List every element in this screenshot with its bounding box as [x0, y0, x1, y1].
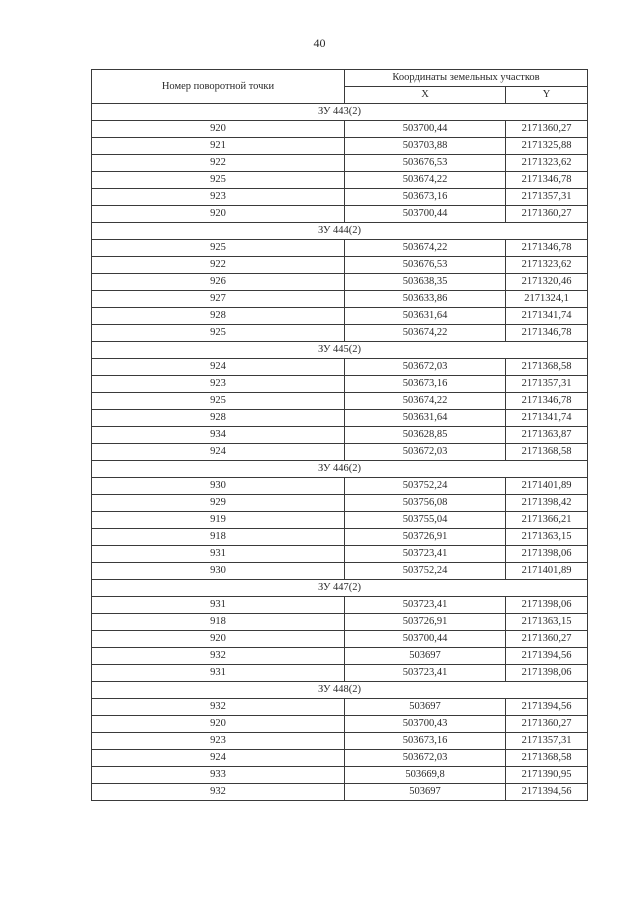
y-coordinate-cell: 2171346,78: [506, 393, 588, 410]
y-coordinate-cell: 2171394,56: [506, 699, 588, 716]
point-number-cell: 921: [92, 138, 345, 155]
header-coordinates: Координаты земельных участков: [345, 70, 588, 87]
point-number-cell: 930: [92, 563, 345, 580]
y-coordinate-cell: 2171366,21: [506, 512, 588, 529]
point-number-cell: 931: [92, 546, 345, 563]
y-coordinate-cell: 2171363,15: [506, 614, 588, 631]
y-coordinate-cell: 2171398,06: [506, 546, 588, 563]
x-coordinate-cell: 503674,22: [345, 240, 506, 257]
y-coordinate-cell: 2171401,89: [506, 563, 588, 580]
group-header-row: [92, 223, 588, 240]
group-header-row: [92, 461, 588, 478]
table-row: [92, 121, 588, 138]
table-row: [92, 444, 588, 461]
x-coordinate-cell: 503723,41: [345, 597, 506, 614]
header-point-number: Номер поворотной точки: [92, 70, 345, 104]
y-coordinate-cell: 2171360,27: [506, 631, 588, 648]
y-coordinate-cell: 2171401,89: [506, 478, 588, 495]
point-number-cell: 922: [92, 257, 345, 274]
y-coordinate-cell: 2171360,27: [506, 716, 588, 733]
table-row: [92, 716, 588, 733]
x-coordinate-cell: 503631,64: [345, 308, 506, 325]
table-row: [92, 172, 588, 189]
x-coordinate-cell: 503628,85: [345, 427, 506, 444]
point-number-cell: 927: [92, 291, 345, 308]
x-coordinate-cell: 503673,16: [345, 376, 506, 393]
x-coordinate-cell: 503676,53: [345, 155, 506, 172]
y-coordinate-cell: 2171363,15: [506, 529, 588, 546]
table-row: [92, 563, 588, 580]
x-coordinate-cell: 503700,44: [345, 631, 506, 648]
y-coordinate-cell: 2171346,78: [506, 325, 588, 342]
table-row: [92, 631, 588, 648]
table-row: [92, 308, 588, 325]
x-coordinate-cell: 503672,03: [345, 750, 506, 767]
coordinates-table: [91, 69, 588, 801]
table-row: [92, 546, 588, 563]
y-coordinate-cell: 2171324,1: [506, 291, 588, 308]
point-number-cell: 922: [92, 155, 345, 172]
point-number-cell: 930: [92, 478, 345, 495]
table-row: [92, 512, 588, 529]
table-row: [92, 427, 588, 444]
point-number-cell: 923: [92, 376, 345, 393]
group-header-row: [92, 580, 588, 597]
x-coordinate-cell: 503752,24: [345, 563, 506, 580]
table-row: [92, 206, 588, 223]
table-row: [92, 750, 588, 767]
x-coordinate-cell: 503700,44: [345, 206, 506, 223]
point-number-cell: 918: [92, 614, 345, 631]
point-number-cell: 931: [92, 665, 345, 682]
y-coordinate-cell: 2171398,06: [506, 665, 588, 682]
table-body: [92, 104, 588, 801]
y-coordinate-cell: 2171398,06: [506, 597, 588, 614]
header-x: X: [345, 87, 506, 104]
point-number-cell: 925: [92, 240, 345, 257]
table-row: [92, 257, 588, 274]
table-row: [92, 410, 588, 427]
x-coordinate-cell: 503672,03: [345, 444, 506, 461]
group-header-row: [92, 342, 588, 359]
point-number-cell: 932: [92, 699, 345, 716]
x-coordinate-cell: 503673,16: [345, 733, 506, 750]
point-number-cell: 925: [92, 172, 345, 189]
x-coordinate-cell: 503631,64: [345, 410, 506, 427]
y-coordinate-cell: 2171357,31: [506, 376, 588, 393]
table-row: [92, 274, 588, 291]
group-title: ЗУ 446(2): [92, 461, 588, 478]
table-row: [92, 393, 588, 410]
x-coordinate-cell: 503673,16: [345, 189, 506, 206]
table-row: [92, 478, 588, 495]
table-row: [92, 733, 588, 750]
x-coordinate-cell: 503674,22: [345, 172, 506, 189]
table-row: [92, 784, 588, 801]
x-coordinate-cell: 503638,35: [345, 274, 506, 291]
group-title: ЗУ 444(2): [92, 223, 588, 240]
point-number-cell: 928: [92, 308, 345, 325]
x-coordinate-cell: 503700,43: [345, 716, 506, 733]
x-coordinate-cell: 503672,03: [345, 359, 506, 376]
x-coordinate-cell: 503697: [345, 784, 506, 801]
point-number-cell: 919: [92, 512, 345, 529]
table-row: [92, 597, 588, 614]
point-number-cell: 929: [92, 495, 345, 512]
point-number-cell: 934: [92, 427, 345, 444]
x-coordinate-cell: 503755,04: [345, 512, 506, 529]
point-number-cell: 923: [92, 733, 345, 750]
point-number-cell: 928: [92, 410, 345, 427]
group-title: ЗУ 447(2): [92, 580, 588, 597]
point-number-cell: 932: [92, 648, 345, 665]
y-coordinate-cell: 2171398,42: [506, 495, 588, 512]
x-coordinate-cell: 503697: [345, 648, 506, 665]
y-coordinate-cell: 2171341,74: [506, 308, 588, 325]
x-coordinate-cell: 503676,53: [345, 257, 506, 274]
y-coordinate-cell: 2171368,58: [506, 359, 588, 376]
point-number-cell: 923: [92, 189, 345, 206]
table-row: [92, 699, 588, 716]
y-coordinate-cell: 2171360,27: [506, 206, 588, 223]
x-coordinate-cell: 503752,24: [345, 478, 506, 495]
x-coordinate-cell: 503723,41: [345, 665, 506, 682]
x-coordinate-cell: 503697: [345, 699, 506, 716]
point-number-cell: 932: [92, 784, 345, 801]
table-row: [92, 648, 588, 665]
x-coordinate-cell: 503674,22: [345, 325, 506, 342]
table-row: [92, 529, 588, 546]
point-number-cell: 926: [92, 274, 345, 291]
point-number-cell: 920: [92, 631, 345, 648]
table-row: [92, 291, 588, 308]
y-coordinate-cell: 2171394,56: [506, 784, 588, 801]
y-coordinate-cell: 2171363,87: [506, 427, 588, 444]
table-row: [92, 189, 588, 206]
x-coordinate-cell: 503669,8: [345, 767, 506, 784]
table-row: [92, 376, 588, 393]
point-number-cell: 920: [92, 716, 345, 733]
y-coordinate-cell: 2171346,78: [506, 172, 588, 189]
x-coordinate-cell: 503703,88: [345, 138, 506, 155]
table-row: [92, 359, 588, 376]
x-coordinate-cell: 503756,08: [345, 495, 506, 512]
point-number-cell: 925: [92, 393, 345, 410]
table-header: [92, 70, 588, 104]
point-number-cell: 920: [92, 121, 345, 138]
point-number-cell: 924: [92, 750, 345, 767]
table-row: [92, 665, 588, 682]
group-header-row: [92, 104, 588, 121]
table-row: [92, 155, 588, 172]
table-row: [92, 138, 588, 155]
point-number-cell: 920: [92, 206, 345, 223]
point-number-cell: 924: [92, 359, 345, 376]
group-title: ЗУ 448(2): [92, 682, 588, 699]
table-row: [92, 495, 588, 512]
table-row: [92, 767, 588, 784]
group-title: ЗУ 443(2): [92, 104, 588, 121]
x-coordinate-cell: 503633,86: [345, 291, 506, 308]
point-number-cell: 931: [92, 597, 345, 614]
point-number-cell: 933: [92, 767, 345, 784]
y-coordinate-cell: 2171323,62: [506, 155, 588, 172]
page-number: 40: [313, 36, 326, 50]
y-coordinate-cell: 2171357,31: [506, 189, 588, 206]
y-coordinate-cell: 2171368,58: [506, 750, 588, 767]
x-coordinate-cell: 503674,22: [345, 393, 506, 410]
group-title: ЗУ 445(2): [92, 342, 588, 359]
point-number-cell: 924: [92, 444, 345, 461]
header-y: Y: [506, 87, 588, 104]
point-number-cell: 918: [92, 529, 345, 546]
group-header-row: [92, 682, 588, 699]
table-row: [92, 325, 588, 342]
x-coordinate-cell: 503726,91: [345, 614, 506, 631]
x-coordinate-cell: 503700,44: [345, 121, 506, 138]
x-coordinate-cell: 503726,91: [345, 529, 506, 546]
x-coordinate-cell: 503723,41: [345, 546, 506, 563]
y-coordinate-cell: 2171341,74: [506, 410, 588, 427]
y-coordinate-cell: 2171320,46: [506, 274, 588, 291]
y-coordinate-cell: 2171325,88: [506, 138, 588, 155]
point-number-cell: 925: [92, 325, 345, 342]
y-coordinate-cell: 2171394,56: [506, 648, 588, 665]
y-coordinate-cell: 2171357,31: [506, 733, 588, 750]
table-row: [92, 614, 588, 631]
y-coordinate-cell: 2171360,27: [506, 121, 588, 138]
y-coordinate-cell: 2171390,95: [506, 767, 588, 784]
y-coordinate-cell: 2171346,78: [506, 240, 588, 257]
table-row: [92, 240, 588, 257]
y-coordinate-cell: 2171368,58: [506, 444, 588, 461]
y-coordinate-cell: 2171323,62: [506, 257, 588, 274]
